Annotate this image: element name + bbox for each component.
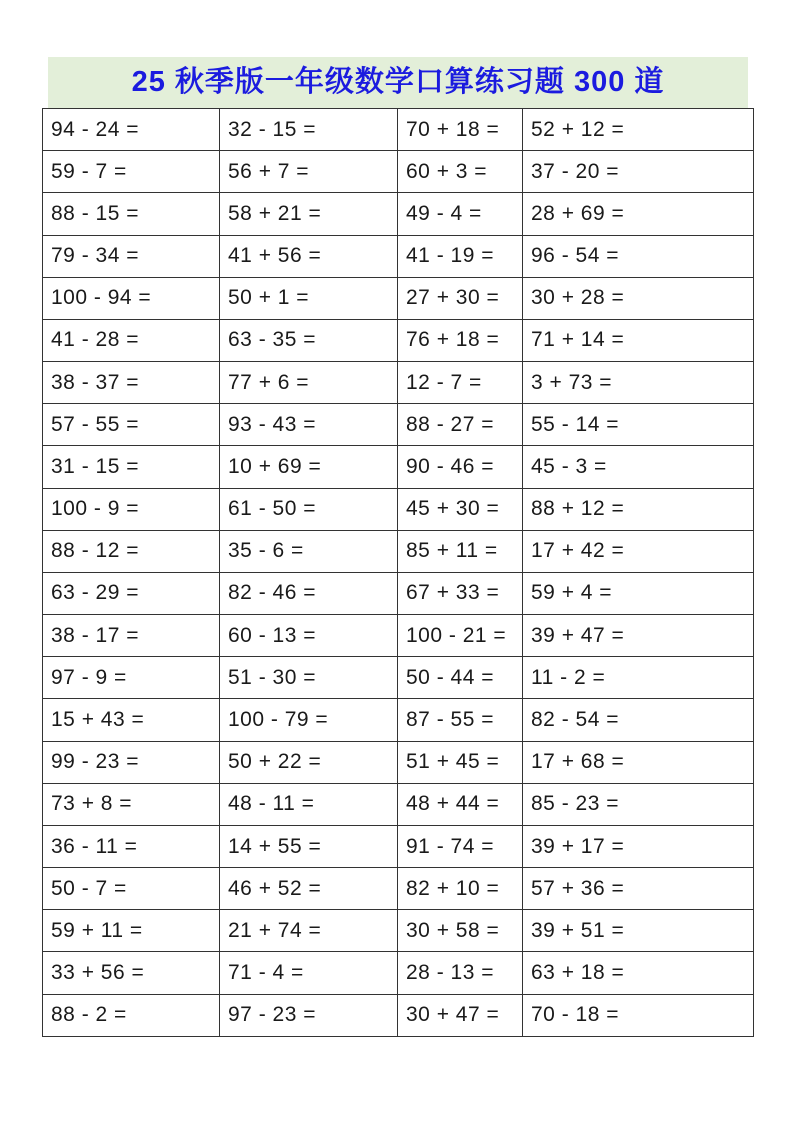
problem-cell: 55 - 14 = — [523, 404, 754, 446]
problem-cell: 82 - 54 = — [523, 699, 754, 741]
table-row — [43, 910, 754, 952]
problem-cell: 50 + 1 = — [220, 277, 398, 319]
problem-cell: 57 - 55 = — [43, 404, 220, 446]
problem-cell: 48 - 11 = — [220, 783, 398, 825]
table-row — [43, 446, 754, 488]
problem-cell: 99 - 23 = — [43, 741, 220, 783]
problem-cell: 88 - 2 = — [43, 994, 220, 1036]
table-row — [43, 572, 754, 614]
table-row — [43, 994, 754, 1036]
table-row — [43, 109, 754, 151]
problem-cell: 31 - 15 = — [43, 446, 220, 488]
page-title: 25 秋季版一年级数学口算练习题 300 道 — [131, 66, 665, 98]
problem-cell: 85 + 11 = — [398, 530, 523, 572]
problem-cell: 82 - 46 = — [220, 572, 398, 614]
problem-cell: 90 - 46 = — [398, 446, 523, 488]
problem-cell: 82 + 10 = — [398, 868, 523, 910]
problem-cell: 59 - 7 = — [43, 151, 220, 193]
problem-cell: 50 - 44 = — [398, 657, 523, 699]
table-row — [43, 741, 754, 783]
problem-cell: 41 + 56 = — [220, 235, 398, 277]
problem-cell: 41 - 28 = — [43, 319, 220, 361]
problem-cell: 30 + 58 = — [398, 910, 523, 952]
problem-cell: 87 - 55 = — [398, 699, 523, 741]
problem-cell: 21 + 74 = — [220, 910, 398, 952]
table-row — [43, 783, 754, 825]
problem-cell: 39 + 47 = — [523, 615, 754, 657]
table-row — [43, 657, 754, 699]
problem-cell: 45 + 30 = — [398, 488, 523, 530]
problem-cell: 97 - 9 = — [43, 657, 220, 699]
table-row — [43, 699, 754, 741]
problem-cell: 45 - 3 = — [523, 446, 754, 488]
problem-cell: 93 - 43 = — [220, 404, 398, 446]
problem-cell: 60 - 13 = — [220, 615, 398, 657]
title-band — [48, 57, 748, 108]
problem-cell: 61 - 50 = — [220, 488, 398, 530]
problem-cell: 12 - 7 = — [398, 362, 523, 404]
problem-cell: 36 - 11 = — [43, 825, 220, 867]
problem-cell: 51 + 45 = — [398, 741, 523, 783]
problem-cell: 50 - 7 = — [43, 868, 220, 910]
problem-cell: 46 + 52 = — [220, 868, 398, 910]
problem-cell: 11 - 2 = — [523, 657, 754, 699]
problem-cell: 63 - 35 = — [220, 319, 398, 361]
table-row — [43, 825, 754, 867]
problem-cell: 38 - 37 = — [43, 362, 220, 404]
problem-cell: 96 - 54 = — [523, 235, 754, 277]
problem-cell: 39 + 17 = — [523, 825, 754, 867]
problem-cell: 88 - 15 = — [43, 193, 220, 235]
problem-cell: 38 - 17 = — [43, 615, 220, 657]
problem-cell: 14 + 55 = — [220, 825, 398, 867]
problem-cell: 100 - 9 = — [43, 488, 220, 530]
table-row — [43, 404, 754, 446]
problems-table-body — [43, 109, 754, 1037]
problem-cell: 56 + 7 = — [220, 151, 398, 193]
problem-cell: 71 + 14 = — [523, 319, 754, 361]
problem-cell: 91 - 74 = — [398, 825, 523, 867]
problem-cell: 97 - 23 = — [220, 994, 398, 1036]
problem-cell: 100 - 94 = — [43, 277, 220, 319]
problem-cell: 71 - 4 = — [220, 952, 398, 994]
problem-cell: 88 - 12 = — [43, 530, 220, 572]
problem-cell: 30 + 47 = — [398, 994, 523, 1036]
problem-cell: 88 + 12 = — [523, 488, 754, 530]
table-row — [43, 319, 754, 361]
problem-cell: 73 + 8 = — [43, 783, 220, 825]
table-row — [43, 277, 754, 319]
problem-cell: 58 + 21 = — [220, 193, 398, 235]
problem-cell: 94 - 24 = — [43, 109, 220, 151]
table-row — [43, 868, 754, 910]
table-row — [43, 488, 754, 530]
table-row — [43, 952, 754, 994]
problem-cell: 59 + 11 = — [43, 910, 220, 952]
problem-cell: 100 - 21 = — [398, 615, 523, 657]
problem-cell: 50 + 22 = — [220, 741, 398, 783]
problem-cell: 15 + 43 = — [43, 699, 220, 741]
problem-cell: 51 - 30 = — [220, 657, 398, 699]
table-row — [43, 362, 754, 404]
problem-cell: 67 + 33 = — [398, 572, 523, 614]
problem-cell: 85 - 23 = — [523, 783, 754, 825]
problem-cell: 17 + 68 = — [523, 741, 754, 783]
problem-cell: 35 - 6 = — [220, 530, 398, 572]
problem-cell: 77 + 6 = — [220, 362, 398, 404]
problems-table — [42, 108, 754, 1037]
problem-cell: 59 + 4 = — [523, 572, 754, 614]
problem-cell: 39 + 51 = — [523, 910, 754, 952]
problem-cell: 17 + 42 = — [523, 530, 754, 572]
problem-cell: 30 + 28 = — [523, 277, 754, 319]
problem-cell: 32 - 15 = — [220, 109, 398, 151]
problem-cell: 10 + 69 = — [220, 446, 398, 488]
table-row — [43, 193, 754, 235]
problem-cell: 33 + 56 = — [43, 952, 220, 994]
problem-cell: 37 - 20 = — [523, 151, 754, 193]
problem-cell: 70 - 18 = — [523, 994, 754, 1036]
problem-cell: 60 + 3 = — [398, 151, 523, 193]
problem-cell: 76 + 18 = — [398, 319, 523, 361]
problem-cell: 52 + 12 = — [523, 109, 754, 151]
table-row — [43, 615, 754, 657]
table-row — [43, 530, 754, 572]
table-row — [43, 151, 754, 193]
problem-cell: 41 - 19 = — [398, 235, 523, 277]
problem-cell: 100 - 79 = — [220, 699, 398, 741]
problem-cell: 49 - 4 = — [398, 193, 523, 235]
problem-cell: 79 - 34 = — [43, 235, 220, 277]
problem-cell: 48 + 44 = — [398, 783, 523, 825]
problem-cell: 63 - 29 = — [43, 572, 220, 614]
problem-cell: 28 - 13 = — [398, 952, 523, 994]
table-row — [43, 235, 754, 277]
problem-cell: 70 + 18 = — [398, 109, 523, 151]
problem-cell: 3 + 73 = — [523, 362, 754, 404]
problem-cell: 57 + 36 = — [523, 868, 754, 910]
problem-cell: 27 + 30 = — [398, 277, 523, 319]
problem-cell: 63 + 18 = — [523, 952, 754, 994]
problem-cell: 28 + 69 = — [523, 193, 754, 235]
problem-cell: 88 - 27 = — [398, 404, 523, 446]
